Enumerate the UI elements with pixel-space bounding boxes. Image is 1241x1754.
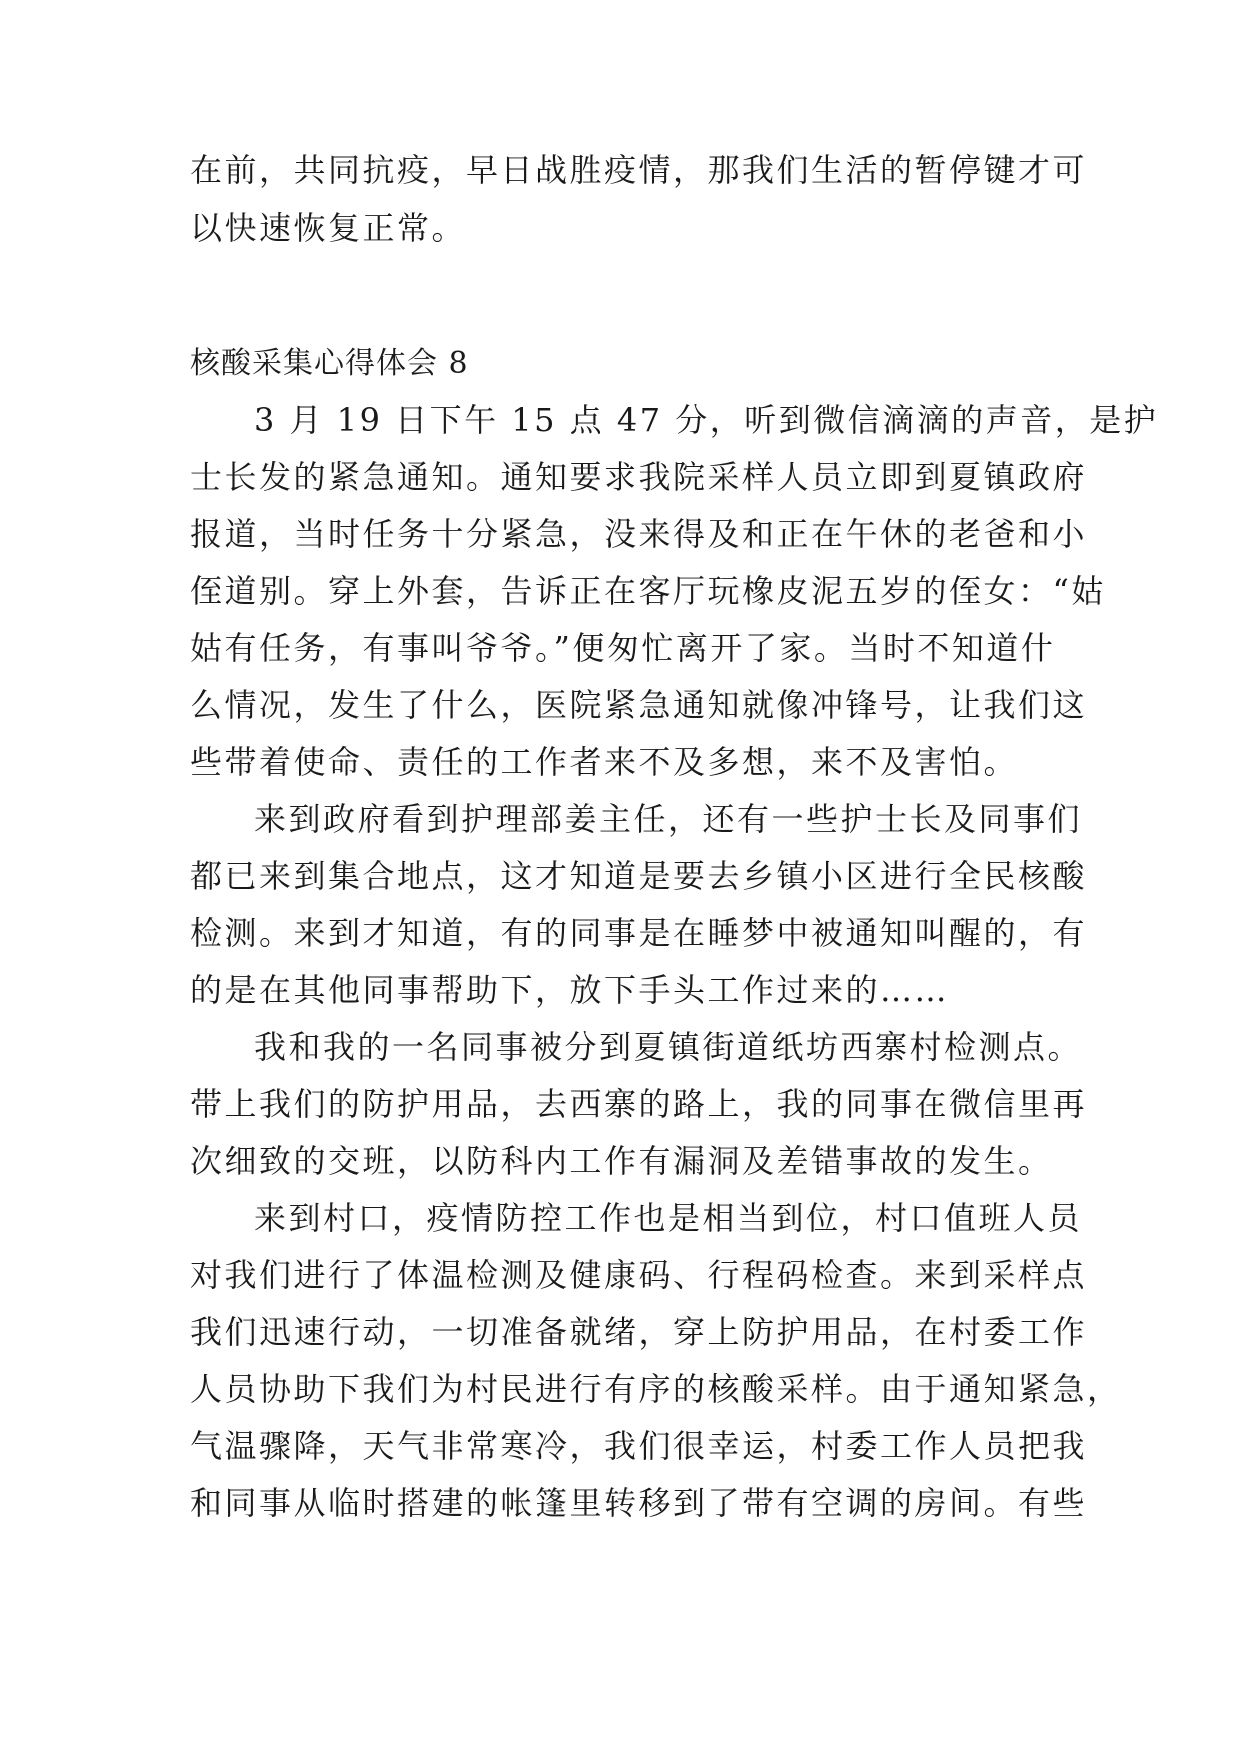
paragraph-line: 我们迅速行动，一切准备就绪，穿上防护用品，在村委工作 xyxy=(190,1313,1088,1351)
paragraph-line: 人员协助下我们为村民进行有序的核酸采样。由于通知紧急， xyxy=(190,1370,1122,1408)
paragraph-line: 些带着使命、责任的工作者来不及多想，来不及害怕。 xyxy=(190,743,1019,781)
paragraph-line: 检测。来到才知道，有的同事是在睡梦中被通知叫醒的，有 xyxy=(190,914,1088,952)
paragraph-line: 和同事从临时搭建的帐篷里转移到了带有空调的房间。有些 xyxy=(190,1484,1088,1522)
paragraph-line: 气温骤降，天气非常寒冷，我们很幸运，村委工作人员把我 xyxy=(190,1427,1088,1465)
section-title: 核酸采集心得体会 8 xyxy=(190,346,469,381)
paragraph-line: 来到政府看到护理部姜主任，还有一些护士长及同事们 xyxy=(254,800,1083,838)
paragraph-line: 次细致的交班，以防科内工作有漏洞及差错事故的发生。 xyxy=(190,1142,1053,1180)
paragraph-line: 来到村口，疫情防控工作也是相当到位，村口值班人员 xyxy=(254,1199,1083,1237)
paragraph-line: 报道，当时任务十分紧急，没来得及和正在午休的老爸和小 xyxy=(190,515,1088,553)
paragraph-line: 3 月 19 日下午 15 点 47 分，听到微信滴滴的声音，是护 xyxy=(254,401,1159,439)
paragraph-line: 的是在其他同事帮助下，放下手头工作过来的…… xyxy=(190,971,950,1009)
paragraph-line: 都已来到集合地点，这才知道是要去乡镇小区进行全民核酸 xyxy=(190,857,1088,895)
paragraph-line: 对我们进行了体温检测及健康码、行程码检查。来到采样点 xyxy=(190,1256,1088,1294)
paragraph-line: 带上我们的防护用品，去西寨的路上，我的同事在微信里再 xyxy=(190,1085,1088,1123)
intro-line: 在前，共同抗疫，早日战胜疫情，那我们生活的暂停键才可 xyxy=(190,151,1088,189)
paragraph-line: 姑有任务，有事叫爷爷。”便匆忙离开了家。当时不知道什 xyxy=(190,629,1056,667)
paragraph-line: 么情况，发生了什么，医院紧急通知就像冲锋号，让我们这 xyxy=(190,686,1088,724)
intro-line: 以快速恢复正常。 xyxy=(190,209,467,247)
paragraph-line: 士长发的紧急通知。通知要求我院采样人员立即到夏镇政府 xyxy=(190,458,1088,496)
paragraph-line: 侄道别。穿上外套，告诉正在客厅玩橡皮泥五岁的侄女：“姑 xyxy=(190,572,1106,610)
paragraph-line: 我和我的一名同事被分到夏镇街道纸坊西寨村检测点。 xyxy=(254,1028,1083,1066)
